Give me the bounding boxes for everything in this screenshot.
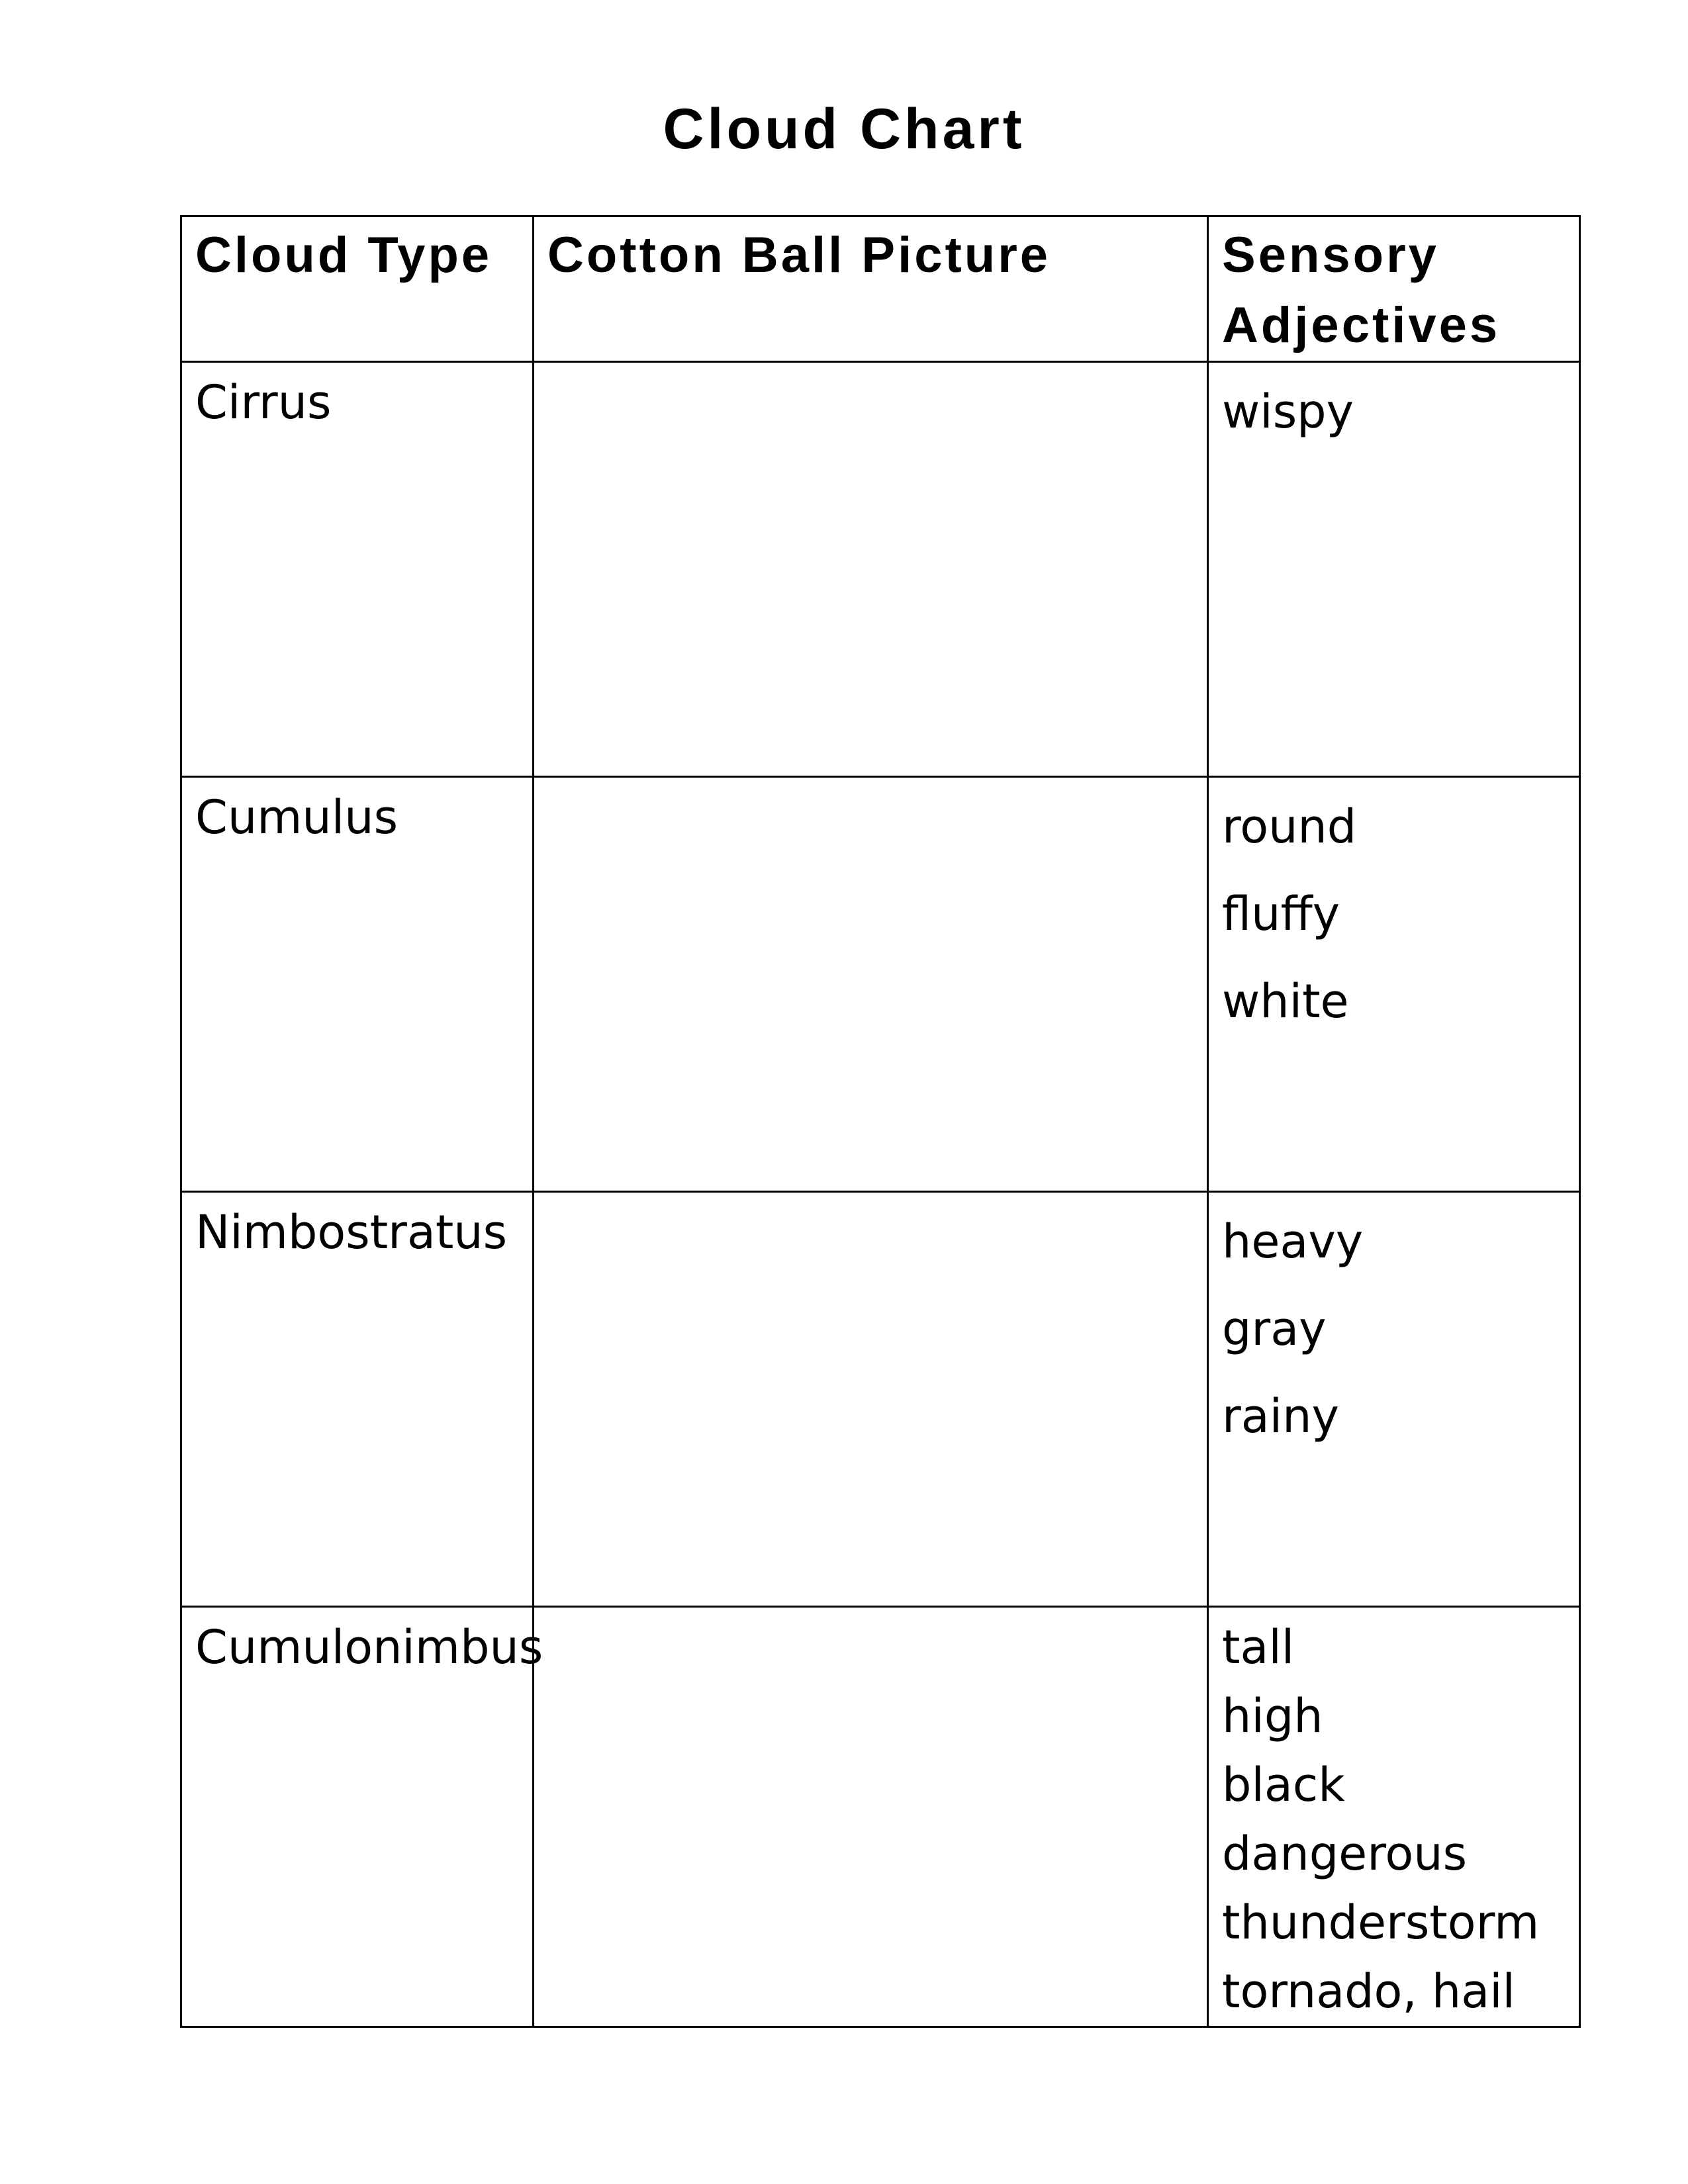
- page-title: Cloud Chart: [663, 97, 1025, 161]
- adjective: dangerous: [1222, 1827, 1468, 1881]
- cloud-type-cell: Cumulonimbus: [181, 1607, 534, 2027]
- cloud-type-cell: Nimbostratus: [181, 1192, 534, 1607]
- adjective: fluffy: [1222, 887, 1340, 941]
- cloud-type-cell: Cirrus: [181, 362, 534, 777]
- adjectives-cell: [1208, 1192, 1580, 1607]
- adjective: white: [1222, 974, 1349, 1028]
- adjective: tall: [1222, 1620, 1295, 1674]
- adjectives-cell: [1208, 362, 1580, 777]
- header-sensory-adjectives: [1208, 216, 1580, 362]
- table-row-cumulus: [181, 777, 1580, 1192]
- cotton-ball-picture-cell: [534, 1192, 1208, 1607]
- adjective: high: [1222, 1689, 1323, 1743]
- adjective: rainy: [1222, 1389, 1339, 1443]
- cotton-ball-picture-cell: [534, 362, 1208, 777]
- adjectives-cell: [1208, 777, 1580, 1192]
- cotton-ball-picture-cell: [534, 777, 1208, 1192]
- adjective: tornado, hail: [1222, 1964, 1516, 2019]
- header-cotton-ball-picture: Cotton Ball Picture: [534, 216, 1208, 362]
- adjective: wispy: [1222, 385, 1354, 439]
- header-adjectives-line2: Adjectives: [1222, 297, 1501, 353]
- adjective: heavy: [1222, 1214, 1364, 1269]
- cloud-chart-table: [180, 215, 1581, 2028]
- adjective: thunderstorm: [1222, 1895, 1540, 1950]
- header-cloud-type: Cloud Type: [181, 216, 534, 362]
- header-adjectives-line1: Sensory: [1222, 227, 1439, 283]
- table-row-cumulonimbus: [181, 1607, 1580, 2027]
- table-row-cirrus: [181, 362, 1580, 777]
- cotton-ball-picture-cell: [534, 1607, 1208, 2027]
- adjectives-cell: [1208, 1607, 1580, 2027]
- adjective: black: [1222, 1758, 1345, 1812]
- table-row-nimbostratus: [181, 1192, 1580, 1607]
- cloud-type-cell: Cumulus: [181, 777, 534, 1192]
- adjective: round: [1222, 799, 1357, 854]
- adjective: gray: [1222, 1302, 1327, 1356]
- header-row: [181, 216, 1580, 362]
